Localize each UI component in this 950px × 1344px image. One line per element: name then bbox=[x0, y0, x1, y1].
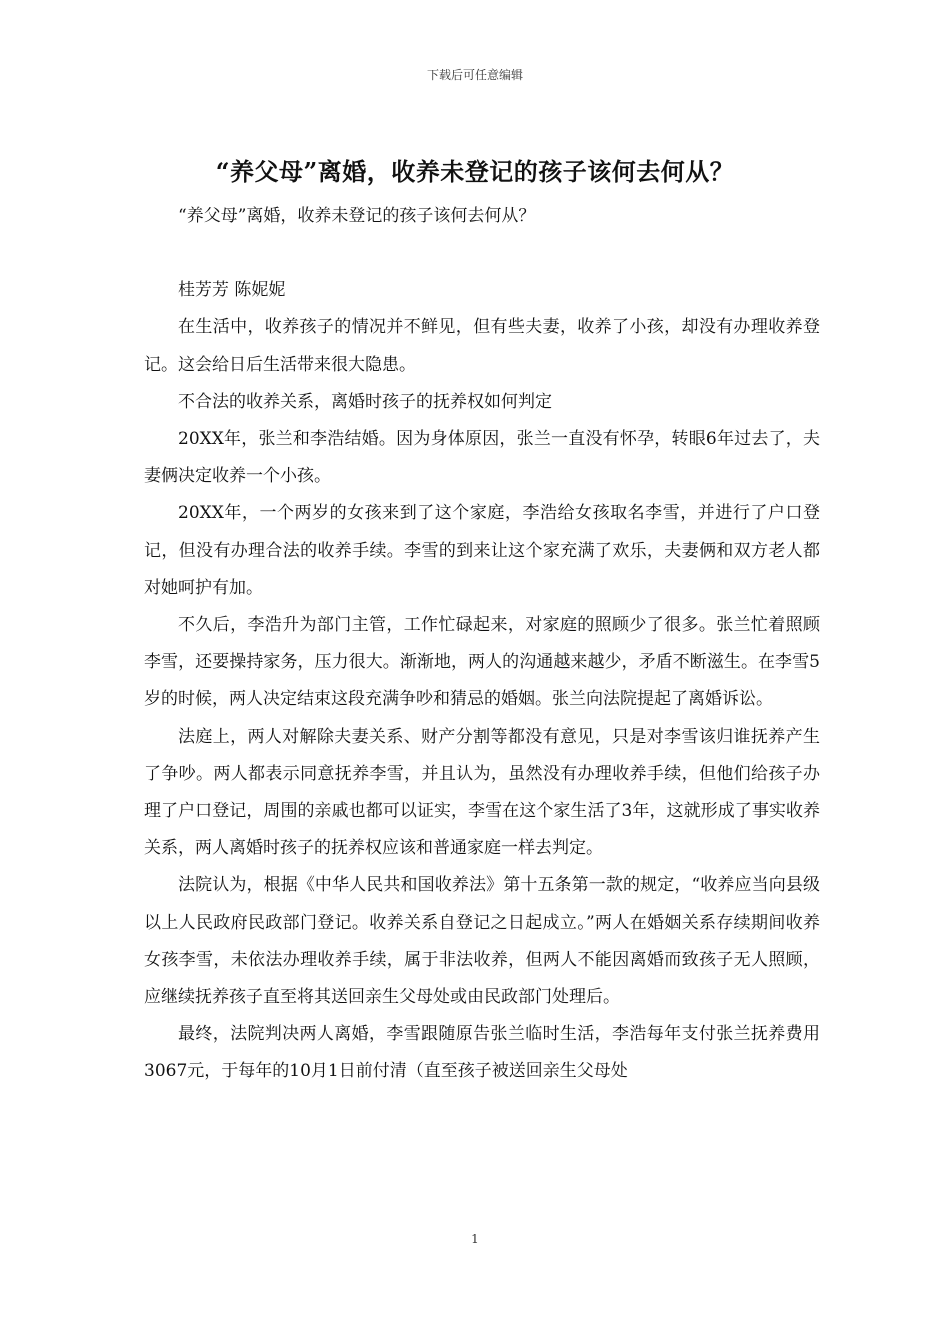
paragraph: 法院认为，根据《中华人民共和国收养法》第十五条第一款的规定，“收养应当向县级以上人民政府民政部门登记。收养关系自登记之日起成立。”两人在婚姻关系存续期间收养女孩李雪，未依法办理收养手续，属于非法收养，但两人不能因离婚而致孩子无人照顾，应继续抚养孩子直至将其送回亲生父母处或由民政部门处理后。 bbox=[144, 875, 820, 1008]
paragraph: 法庭上，两人对解除夫妻关系、财产分割等都没有意见，只是对李雪该归谁抚养产生了争吵。两人都表示同意抚养李雪，并且认为，虽然没有办理收养手续，但他们给孩子办理了户口登记，周围的亲戚也都可以证实，李雪在这个家生活了3年，这就形成了事实收养关系，两人离婚时孩子的抚养权应该和普通家庭一样去判定。 bbox=[144, 726, 820, 859]
paragraph: 20XX年，一个两岁的女孩来到了这个家庭，李浩给女孩取名李雪，并进行了户口登记，但没有办理合法的收养手续。李雪的到来让这个家充满了欢乐，夫妻俩和双方老人都对她呵护有加。 bbox=[144, 503, 820, 598]
paragraph: 不久后，李浩升为部门主管，工作忙碌起来，对家庭的照顾少了很多。张兰忙着照顾李雪，还要操持家务，压力很大。渐渐地，两人的沟通越来越少，矛盾不断滋生。在李雪5岁的时候，两人决定结束这段充满争吵和猜忌的婚姻。张兰向法院提起了离婚诉讼。 bbox=[144, 615, 820, 710]
authors: 桂芳芳 陈妮妮 bbox=[178, 280, 286, 301]
blank-line bbox=[144, 235, 820, 272]
document-title: “养父母”离婚，收养未登记的孩子该何去何从？ bbox=[215, 157, 735, 186]
page-number: 1 bbox=[471, 1232, 479, 1246]
subtitle: “养父母”离婚，收养未登记的孩子该何去何从？ bbox=[178, 206, 536, 226]
section-heading: 不合法的收养关系，离婚时孩子的抚养权如何判定 bbox=[178, 391, 552, 412]
paragraph: 最终，法院判决两人离婚，李雪跟随原告张兰临时生活，李浩每年支付张兰抚养费用3067元，于每年的10月1日前付清（直至孩子被送回亲生父母处 bbox=[144, 1024, 820, 1082]
document-body bbox=[144, 198, 820, 1091]
paragraph: 在生活中，收养孩子的情况并不鲜见，但有些夫妻，收养了小孩，却没有办理收养登记。这会给日后生活带来很大隐患。 bbox=[144, 317, 820, 375]
header-note: 下载后可任意编辑 bbox=[426, 68, 523, 82]
paragraph: 20XX年，张兰和李浩结婚。因为身体原因，张兰一直没有怀孕，转眼6年过去了，夫妻俩决定收养一个小孩。 bbox=[144, 429, 820, 487]
